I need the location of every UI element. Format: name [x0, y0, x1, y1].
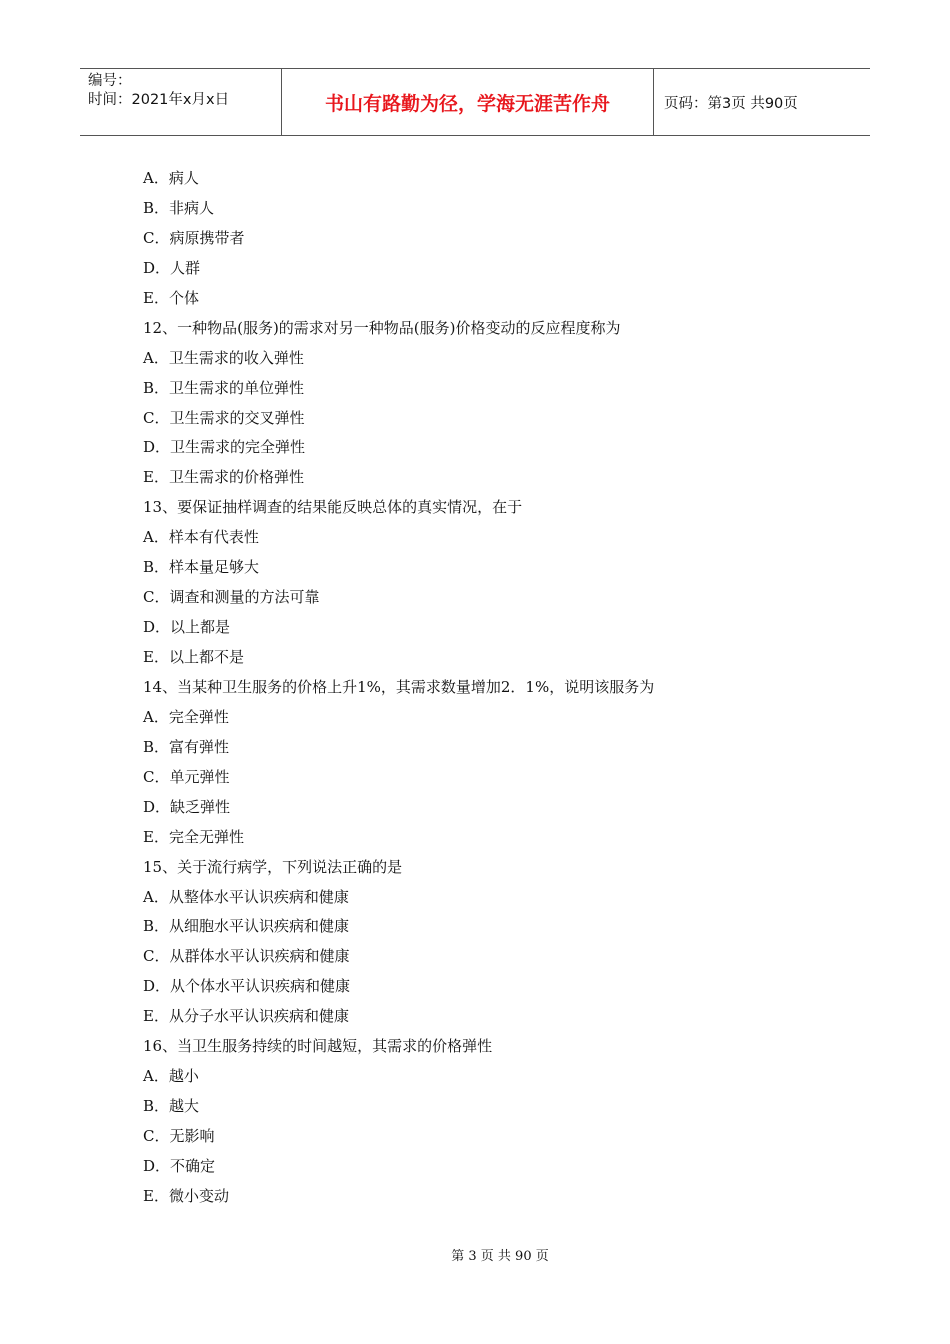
text-line: C．无影响	[143, 1127, 215, 1145]
text-line: B．富有弹性	[143, 737, 230, 756]
text-line: D．以上都是	[143, 618, 231, 637]
text-line: D．不确定	[143, 1156, 216, 1175]
text-line: C．单元弹性	[143, 767, 230, 786]
text-line: D．卫生需求的完全弹性	[143, 438, 306, 457]
text-line: C．从群体水平认识疾病和健康	[143, 947, 350, 966]
text-line: B．从细胞水平认识疾病和健康	[143, 917, 350, 936]
text-line: E．以上都不是	[143, 648, 244, 666]
question-stem: 16、当卫生服务持续的时间越短，其需求的价格弹性	[143, 1037, 493, 1056]
text-line: E．完全无弹性	[143, 827, 244, 846]
text-line: A．样本有代表性	[143, 528, 259, 547]
question-stem: 12、一种物品(服务)的需求对另一种物品(服务)价格变动的反应程度称为	[143, 318, 621, 337]
text-line: D．从个体水平认识疾病和健康	[143, 977, 351, 996]
question-stem: 15、关于流行病学，下列说法正确的是	[143, 857, 403, 876]
text-line: A．病人	[143, 169, 199, 187]
text-line: E．卫生需求的价格弹性	[143, 468, 304, 487]
text-line: A．从整体水平认识疾病和健康	[143, 887, 349, 906]
text-line: C．病原携带者	[143, 228, 245, 247]
text-line: C．卫生需求的交叉弹性	[143, 408, 305, 427]
page-footer: 第 3 页 共 90 页	[451, 1249, 549, 1264]
question-list	[143, 164, 843, 1212]
date-label: 时间：2021年x月x日	[88, 92, 230, 108]
text-line: D．人群	[143, 258, 201, 277]
text-line: B．样本量足够大	[143, 558, 260, 577]
question-stem: 14、当某种卫生服务的价格上升1%，其需求数量增加2．1%，说明该服务为	[143, 677, 655, 696]
text-line: A．越小	[143, 1067, 199, 1086]
text-line: E．个体	[143, 288, 199, 307]
text-line: C．调查和测量的方法可靠	[143, 588, 320, 607]
text-line: A．完全弹性	[143, 707, 229, 726]
text-line: A．卫生需求的收入弹性	[143, 348, 304, 367]
question-stem: 13、要保证抽样调查的结果能反映总体的真实情况，在于	[143, 498, 523, 517]
page-header	[80, 68, 870, 136]
header-meta	[80, 69, 282, 135]
text-line: E．微小变动	[143, 1186, 229, 1205]
header-motto: 书山有路勤为径，学海无涯苦作舟	[282, 69, 654, 135]
text-line: D．缺乏弹性	[143, 797, 231, 816]
text-line: B．非病人	[143, 198, 215, 217]
header-page-info: 页码：第3页 共90页	[664, 95, 798, 112]
text-line: E．从分子水平认识疾病和健康	[143, 1007, 349, 1026]
number-label: 编号：	[88, 73, 132, 89]
text-line: B．卫生需求的单位弹性	[143, 378, 305, 397]
text-line: B．越大	[143, 1097, 200, 1116]
